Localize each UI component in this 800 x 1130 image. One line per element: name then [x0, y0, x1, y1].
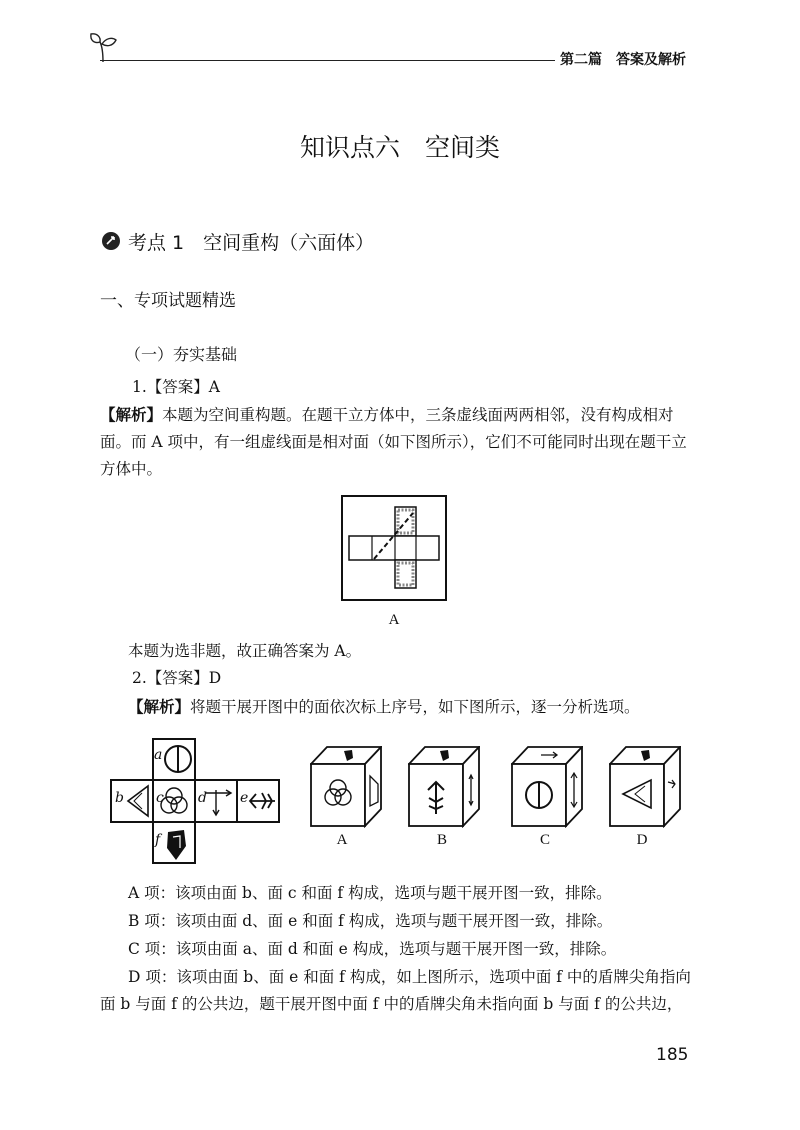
- q2-net-figure: [110, 738, 286, 868]
- sub-heading: （一）夯实基础: [125, 345, 238, 364]
- option-label-a: A: [336, 832, 348, 848]
- face-label-f: f: [155, 832, 161, 848]
- kaodian-heading: 考点 1 空间重构（六面体）: [128, 232, 375, 254]
- option-cube-a: [310, 746, 382, 832]
- option-label-c: C: [539, 832, 550, 848]
- face-label-a: a: [154, 747, 163, 763]
- q2-analysis-text: 将题干展开图中的面依次标上序号，如下图所示，逐一分析选项。: [190, 698, 640, 716]
- kaodian-icon: [101, 231, 121, 255]
- page-number: 185: [656, 1045, 689, 1065]
- header-sprout-icon: [88, 30, 118, 68]
- q1-analysis-tag: 【解析】: [100, 406, 163, 424]
- q2-option-b: B 项：该项由面 d、面 e 和面 f 构成，选项与题干展开图一致，排除。: [128, 912, 613, 930]
- q2-option-a: A 项：该项由面 b、面 c 和面 f 构成，选项与题干展开图一致，排除。: [128, 884, 612, 902]
- header-section-title: 第二篇 答案及解析: [560, 52, 686, 68]
- header-rule: [100, 60, 555, 61]
- option-label-b: B: [436, 832, 447, 848]
- option-cube-d: [609, 746, 681, 832]
- q1-analysis: [100, 402, 700, 483]
- q2-option-d-text: D 项：该项由面 b、面 e 和面 f 构成，如上图所示，选项中面 f 中的盾牌尖角指向面 b 与面 f 的公共边，题干展开图中面 f 中的盾牌尖角未指向面 b 与面 f 的公共边，: [100, 968, 691, 1013]
- q1-conclusion: 本题为选非题，故正确答案为 A。: [128, 642, 362, 660]
- face-label-d: d: [198, 790, 207, 806]
- q1-analysis-text: 本题为空间重构题。在题干立方体中，三条虚线面两两相邻，没有构成相对面。而 A 项中，有一组虚线面是相对面（如下图所示），它们不可能同时出现在题干立方体中。: [100, 406, 687, 478]
- q1-figure-label: A: [388, 612, 400, 628]
- q2-analysis: [128, 694, 708, 721]
- option-cube-b: [408, 746, 480, 832]
- q2-option-c: C 项：该项由面 a、面 d 和面 e 构成，选项与题干展开图一致，排除。: [128, 940, 617, 958]
- face-label-e: e: [240, 790, 249, 806]
- page-title: 知识点六 空间类: [299, 133, 500, 162]
- q2-analysis-tag: 【解析】: [128, 698, 191, 716]
- q2-option-d: [100, 964, 700, 1018]
- section-heading: 一、专项试题精选: [100, 291, 236, 311]
- q1-figure: [341, 495, 447, 605]
- option-label-d: D: [636, 832, 648, 848]
- option-cube-c: [511, 746, 583, 832]
- face-label-b: b: [115, 790, 124, 806]
- q1-answer: 1.【答案】A: [132, 378, 220, 396]
- face-label-c: c: [156, 790, 164, 806]
- q2-answer: 2.【答案】D: [132, 669, 222, 687]
